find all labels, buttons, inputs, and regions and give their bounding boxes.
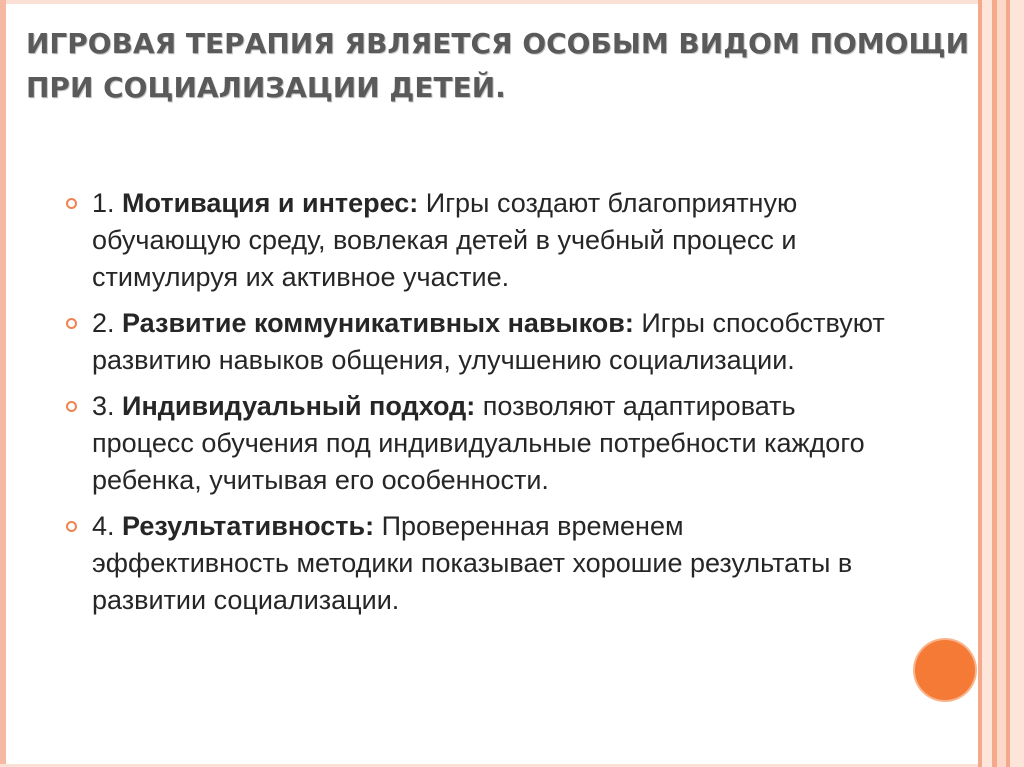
bullet-heading: Индивидуальный подход: [122,391,476,421]
bullet-number: 1. [92,188,123,218]
bullet-heading: Развитие коммуникативных навыков: [122,308,634,338]
bullet-text: Проверенная временем эффективность методики показывает хорошие результаты в развитии социализации. [92,511,853,615]
bullet-text: позволяют адаптировать процесс обучения под индивидуальные потребности каждого ребенка, учитывая его особенности. [92,391,865,495]
slide-title: ИГРОВАЯ ТЕРАПИЯ ЯВЛЯЕТСЯ ОСОБЫМ ВИДОМ ПОМОЩИ ПРИ СОЦИАЛИЗАЦИИ ДЕТЕЙ. [26,27,970,104]
bullet-heading: Результативность: [122,511,375,541]
stripe [982,0,992,767]
bullet-text: Игры создают благоприятную обучающую среду, вовлекая детей в учебный процесс и стимулируя их активное участие. [92,188,798,292]
bullet-list [66,185,886,628]
bullet-item-3 [66,388,886,499]
bullet-number: 3. [92,391,123,421]
decorative-stripes [978,0,1024,767]
bullet-item-4 [66,508,886,619]
stripe [1010,0,1024,767]
bullet-ring-icon [66,198,77,209]
bullet-ring-icon [66,318,77,329]
orange-circle [915,640,975,700]
bullet-heading: Мотивация и интерес: [122,188,419,218]
top-border [0,0,1024,4]
bullet-ring-icon [66,401,77,412]
bullet-number: 2. [92,308,123,338]
bullet-text: Игры способствуют развитию навыков общения, улучшению социализации. [92,308,885,375]
bullet-item-1 [66,185,886,296]
bullet-item-2 [66,305,886,379]
bullet-ring-icon [66,521,77,532]
left-border [0,0,6,767]
stripe [997,0,1006,767]
bullet-number: 4. [92,511,123,541]
